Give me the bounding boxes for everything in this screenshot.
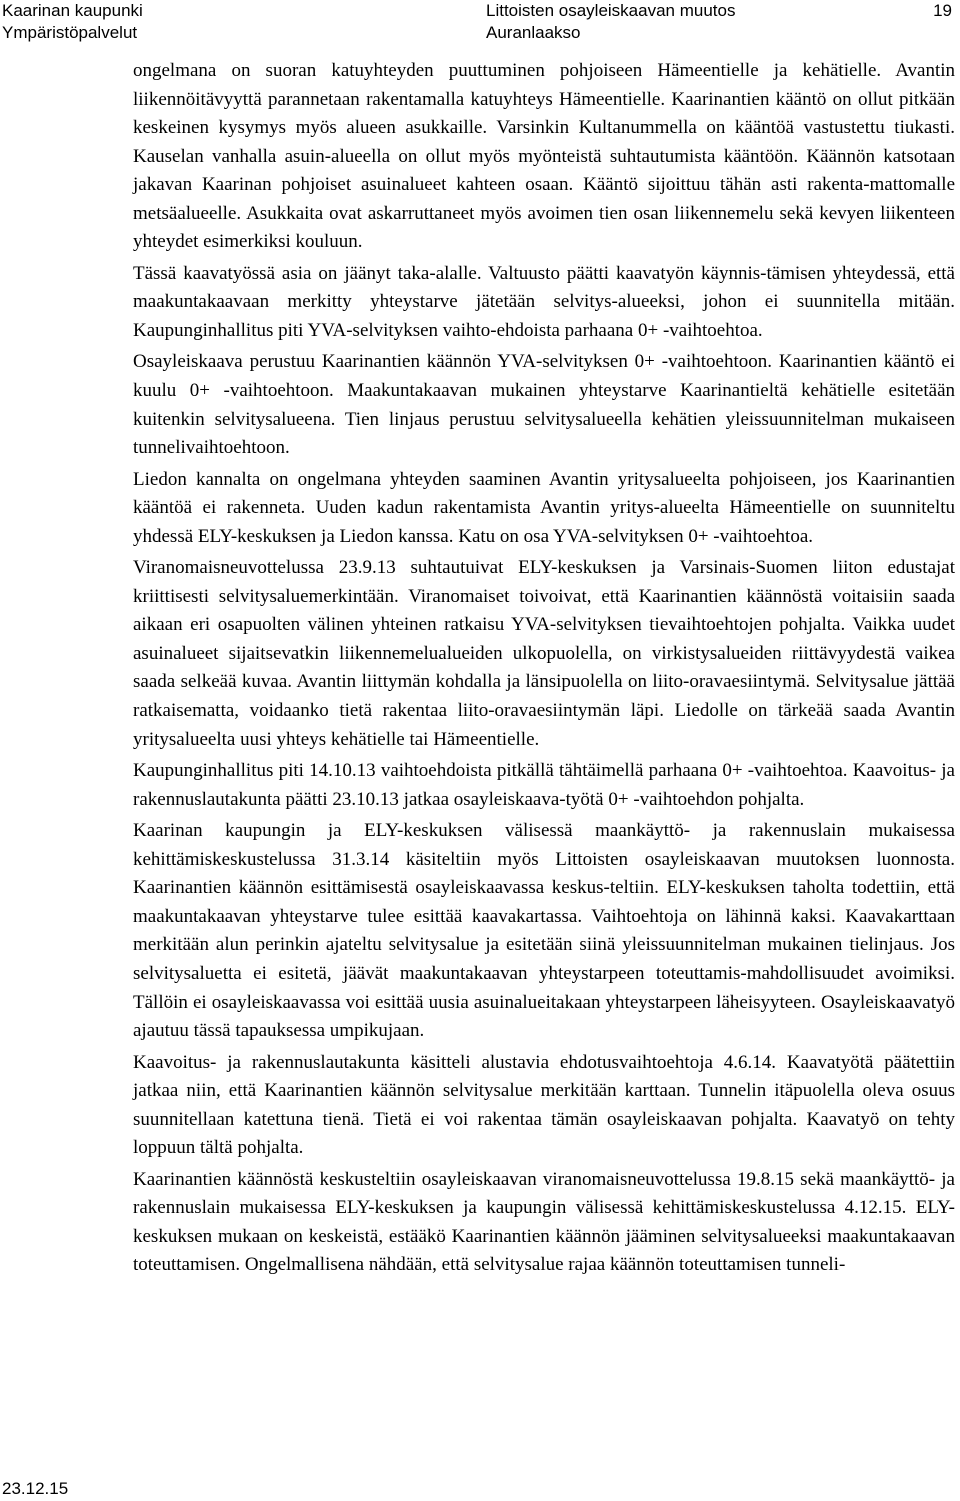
paragraph-3: Osayleiskaava perustuu Kaarinantien käännön YVA-selvityksen 0+ -vaihtoehtoon. Kaarinantien kääntö ei kuulu 0+ -vaihtoehtoon. Maakuntakaavan mukainen yhteystarve Kaarinantieltä kehätielle esitetään kuitenkin selvitysalueena. Tien linjaus perustuu selvitysalueella kehätien yleissuunnitelman mukaiseen tunnelivaihtoehtoon. (133, 351, 955, 459)
department-name: Ympäristöpalvelut (2, 23, 138, 42)
paragraph-4: Liedon kannalta on ongelmana yhteyden saaminen Avantin yritysalueelta pohjoiseen, jos Kaarinantien kääntöä ei rakenneta. Uuden kadun rakentamista Avantin yritys-alueelta Hämeentielle on suunniteltu yhdessä ELY-keskuksen ja Liedon kanssa. Katu on osa YVA-selvityksen 0+ -vaihtoehtoa. (133, 468, 955, 547)
paragraph-9: Kaarinantien käännöstä keskusteltiin osayleiskaavan viranomaisneuvottelussa 19.8.15 sekä maankäyttö- ja rakennuslain mukaisessa ELY-keskuksen ja kaupungin välisessä kehittämiskeskustelussa 4.12.15. ELY-keskuksen mukaan on keskeistä, estääkö Kaarinantien käännön jääminen selvitysalueeksi maakuntakaavan toteuttamisen. Ongelmallisena nähdään, että selvitysalue rajaa käännön toteuttamisen tunneli- (133, 1168, 955, 1276)
document-body (133, 57, 955, 1283)
header-left (2, 0, 143, 44)
document-subtitle: Auranlaakso (486, 23, 581, 42)
paragraph-8: Kaavoitus- ja rakennuslautakunta käsitteli alustavia ehdotusvaihtoehtoja 4.6.14. Kaavatyötä päätettiin jatkaa niin, että Kaarinantien käännön selvitysalue merkitään karttaan. Tunnelin itäpuolella oleva osuus suunnitellaan katettuna tienä. Tietä ei voi rakentaa tämän osayleiskaavan pohjalta. Kaavatyö on tehty loppuun tältä pohjalta. (133, 1051, 955, 1159)
paragraph-1: ongelmana on suoran katuyhteyden puuttuminen pohjoiseen Hämeentielle ja kehätielle. Avantin liikennöitävyyttä parannetaan rakentamalla katuyhteys Hämeentielle. Kaarinantien kääntö on ollut pitkään keskeinen kysymys myös alueen asukkaille. Varsinkin Kultanummella on kääntöä vastustettu tiukasti. Kauselan vanhalla asuin-alueella on ollut myös myönteistä suhtautumista kääntöön. Käännön katsotaan jakavan Kaarinan pohjoiset asuinalueet kahteen osaan. Kääntö sijoittuu tähän asti rakenta-mattomalle metsäalueelle. Asukkaita ovat askarruttaneet myös avoimen tien osan liikennemelu sekä kevyen liikenteen yhteydet esimerkiksi kouluun. (133, 60, 955, 253)
document-title: Littoisten osayleiskaavan muutos (486, 1, 736, 20)
page-number: 19 (933, 1, 952, 20)
header-center (486, 0, 735, 44)
paragraph-7: Kaarinan kaupungin ja ELY-keskuksen välisessä maankäyttö- ja rakennuslain mukaisessa kehittämiskeskustelussa 31.3.14 käsiteltiin myös Littoisten osayleiskaavan muutoksen luonnosta. Kaarinantien käännön esittämisestä osayleiskaavassa keskus-teltiin. ELY-keskuksen taholta todettiin, että maakuntakaavan yhteystarve tulee esittää kaavakartassa. Vaihtoehtoja on lähinnä kaksi. Kaavakarttaan merkitään alun perinkin ajateltu selvitysalue ja esitetään siinä yleissuunnitelman mukainen tielinjaus. Jos selvitysaluetta ei esitetä, jäävät maakuntakaavan yhteystarpeen toteuttamis-mahdollisuudet avoimiksi. Tällöin ei osayleiskaavassa voi esittää uusia asuinalueitakaan yhteystarpeen läheisyyteen. Osayleiskaavatyö ajautuu tässä tapauksessa umpikujaan. (133, 820, 955, 1042)
paragraph-5: Viranomaisneuvottelussa 23.9.13 suhtautuivat ELY-keskuksen ja Varsinais-Suomen liiton edustajat kriittisesti selvitysaluemerkintään. Viranomaiset toivoivat, että Kaarinantien käännöstä voitaisiin saada aikaan eri osapuolten välinen yhteinen ratkaisu YVA-selvityksen tievaihtoehtojen pohjalta. Vaikka uudet asuinalueet sijaitsevatkin liikennemelualueiden ulkopuolella, on virkistysalueiden riittävyydestä vaikea saada selkeää kuvaa. Avantin liittymän kohdalla ja länsipuolella on liito-oravaesiintymä. Selvitysalue jättää ratkaisematta, voidaanko tietä rakentaa liito-oravaesiintymän läpi. Liedolle on tärkeää saada Avantin yritysalueelta uusi yhteys kehätielle tai Hämeentielle. (133, 557, 955, 750)
organization-name: Kaarinan kaupunki (2, 1, 143, 20)
paragraph-6: Kaupunginhallitus piti 14.10.13 vaihtoehdoista pitkällä tähtäimellä parhaana 0+ -vaihtoehtoa. Kaavoitus- ja rakennuslautakunta päätti 23.10.13 jatkaa osayleiskaava-työtä 0+ -vaihtoehdon pohjalta. (133, 760, 955, 810)
page-header (0, 0, 960, 46)
footer-date: 23.12.15 (2, 1479, 69, 1498)
paragraph-2: Tässä kaavatyössä asia on jäänyt taka-alalle. Valtuusto päätti kaavatyön käynnis-tämisen yhteydessä, että maakuntakaavaan merkitty yhteystarve jätetään selvitys-alueeksi, johon ei suunnitella mitään. Kaupunginhallitus piti YVA-selvityksen vaihto-ehdoista parhaana 0+ -vaihtoehtoa. (133, 262, 955, 341)
